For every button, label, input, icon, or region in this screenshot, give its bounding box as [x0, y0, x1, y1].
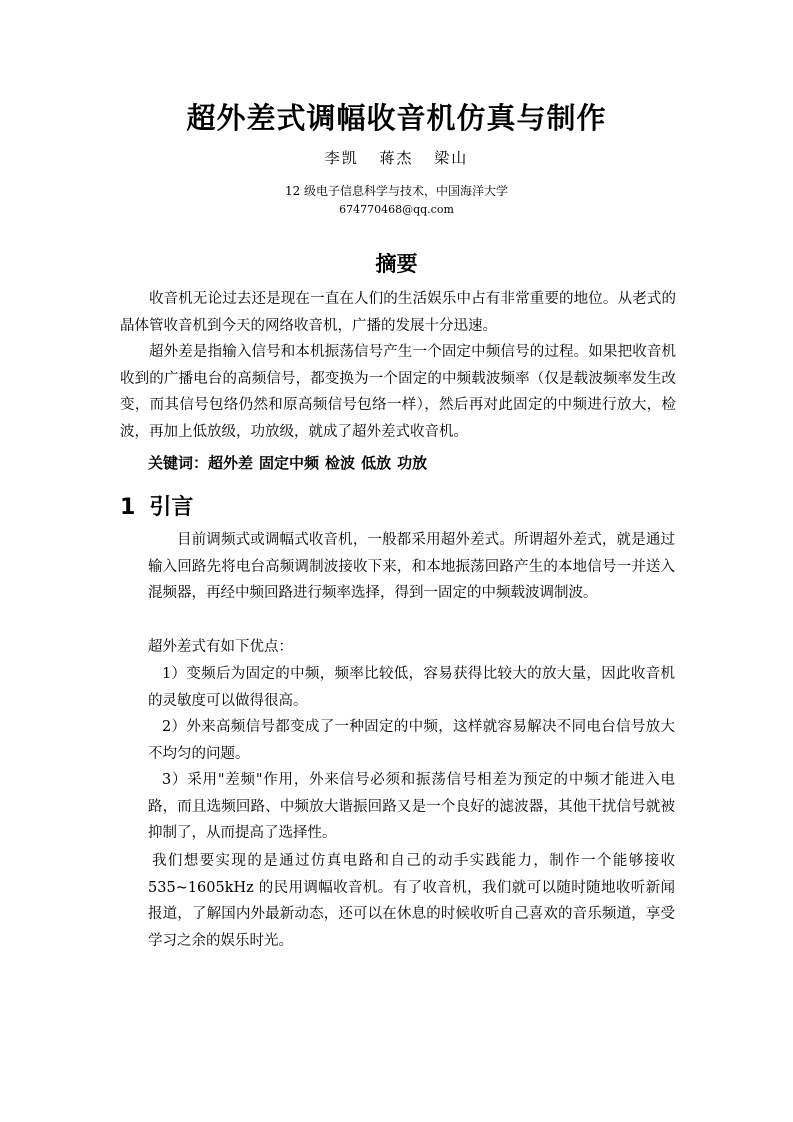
- keywords-line: [148, 452, 433, 473]
- section-heading: [120, 490, 193, 521]
- paper-title: 超外差式调幅收音机仿真与制作: [186, 101, 607, 135]
- body-paragraph: 目前调频式或调幅式收音机，一般都采用超外差式。所谓超外差式，就是通过输入回路先将电台高频调制波接收下来，和本地振荡回路产生的本地信号一并送入混频器，再经中频回路进行频率选择，得到一固定的中频载波调制波。: [148, 532, 675, 602]
- abstract-paragraph: 收音机无论过去还是现在一直在人们的生活娱乐中占有非常重要的地位。从老式的晶体管收音机到今天的网络收音机，广播的发展十分迅速。: [120, 291, 676, 334]
- keyword-list: [208, 454, 433, 472]
- list-item: 3）采用"差频"作用，外来信号必须和振荡信号相差为预定的中频才能进入电路，而且选频回路、中频放大谐振回路又是一个良好的滤波器，其他干扰信号就被抑制了，从而提高了选择性。: [148, 772, 675, 842]
- keyword: 超外差: [208, 454, 254, 472]
- keyword: 低放: [361, 454, 392, 472]
- keyword: 检波: [325, 454, 356, 472]
- keyword: 功放: [397, 454, 428, 472]
- list-item: 2）外来高频信号都变成了一种固定的中频，这样就容易解决不同电台信号放大不均匀的问题。: [148, 719, 675, 762]
- abstract-paragraph: 超外差是指输入信号和本机振荡信号产生一个固定中频信号的过程。如果把收音机收到的广播电台的高频信号，都变换为一个固定的中频载波频率（仅是载波频率发生改变，而其信号包络仍然和原高频信号包络一样），然后再对此固定的中频进行放大，检波，再加上低放级，功放级，就成了超外差式收音机。: [120, 344, 676, 440]
- author-affiliation: 12 级电子信息科学与技术，中国海洋大学: [284, 184, 509, 198]
- keyword: 固定中频: [259, 454, 320, 472]
- list-item: 1）变频后为固定的中频，频率比较低，容易获得比较大的放大量，因此收音机的灵敏度可以做得很高。: [148, 666, 675, 709]
- keywords-label: 关键词：: [148, 454, 209, 472]
- section-number: 1: [120, 495, 136, 520]
- author-email: 674770468@qq.com: [339, 203, 454, 216]
- abstract-heading: 摘要: [375, 252, 418, 276]
- section-title: 引言: [149, 495, 194, 520]
- author-list: 李凯 蒋杰 梁山: [324, 149, 469, 167]
- body-paragraph: 我们想要实现的是通过仿真电路和自己的动手实践能力，制作一个能够接收535~1605kHz 的民用调幅收音机。有了收音机，我们就可以随时随地收听新闻报道，了解国内外最新动态，还可以在休息的时候收听自己喜欢的音乐频道，享受学习之余的娱乐时光。: [148, 853, 675, 949]
- body-paragraph: 超外差式有如下优点：: [148, 639, 293, 655]
